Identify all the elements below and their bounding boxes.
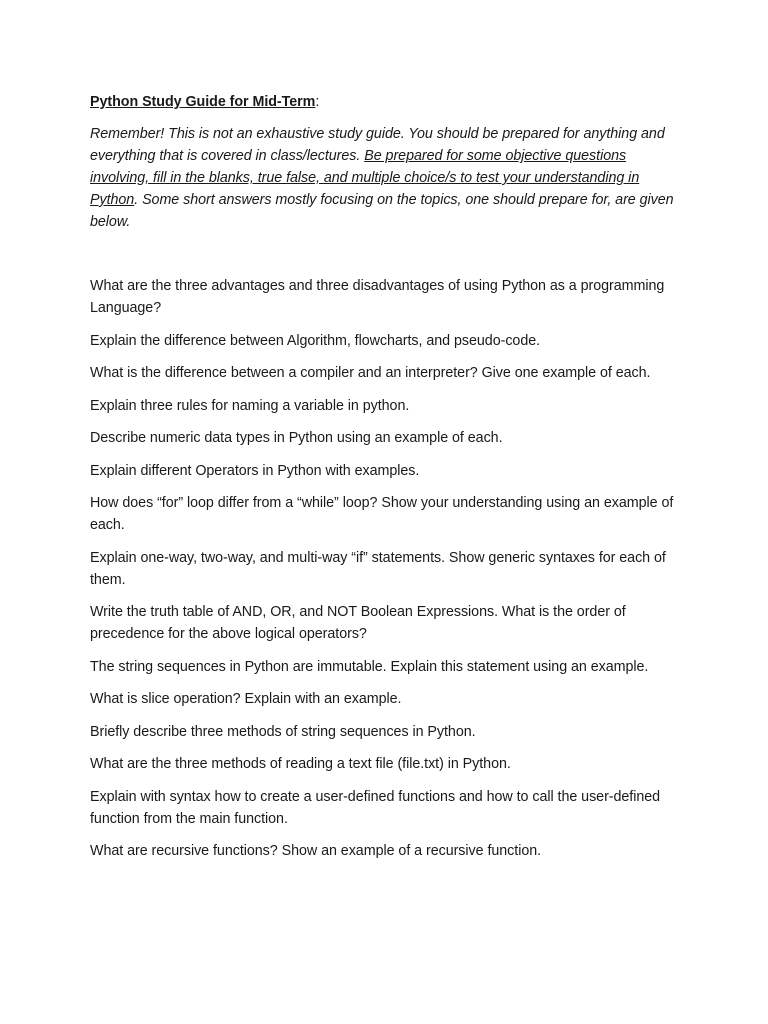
question-item: Write the truth table of AND, OR, and NOT Boolean Expressions. What is the order of precedence for the above logical operators? <box>90 604 626 642</box>
question-item: What is the difference between a compiler and an interpreter? Give one example of each. <box>90 365 651 381</box>
question-item: What is slice operation? Explain with an example. <box>90 691 402 707</box>
question-list <box>90 275 680 873</box>
question-item: Explain three rules for naming a variable in python. <box>90 397 410 414</box>
question-item: What are the three methods of reading a text file (file.txt) in Python. <box>90 756 511 772</box>
question-item: How does “for” loop differ from a “while” loop? Show your understanding using an example of each. <box>90 495 674 533</box>
question-item: The string sequences in Python are immutable. Explain this statement using an example. <box>90 658 649 675</box>
document-page <box>90 91 680 859</box>
title-colon: : <box>315 94 320 110</box>
question-item: Describe numeric data types in Python using an example of each. <box>90 430 503 446</box>
intro-text-underlined: Be prepared for some objective questions involving, fill in the blanks, true false, and multiple choice/s to test your understanding in Python <box>90 148 640 208</box>
question-item: Explain one-way, two-way, and multi-way “if” statements. Show generic syntaxes for each of them. <box>90 549 666 588</box>
intro-text-3: . Some short answers mostly focusing on the topics, one should prepare for, are given below. <box>90 192 674 230</box>
question-item: What are recursive functions? Show an example of a recursive function. <box>90 843 542 859</box>
question-item: What are the three advantages and three disadvantages of using Python as a programming Language? <box>90 278 665 316</box>
question-item: Explain the difference between Algorithm, flowcharts, and pseudo-code. <box>90 332 541 349</box>
intro-text-1: Remember! This is not an exhaustive study guide. You should be prepared for anything and everything that is covered in class/lectures. <box>90 126 665 164</box>
title-line <box>90 91 680 113</box>
document-title: Python Study Guide for Mid-Term <box>90 94 316 110</box>
question-item: Explain different Operators in Python with examples. <box>90 462 420 479</box>
question-item: Explain with syntax how to create a user-defined functions and how to call the user-defined function from the main function. <box>90 788 661 827</box>
intro-paragraph <box>90 123 680 233</box>
question-item: Briefly describe three methods of string sequences in Python. <box>90 723 476 740</box>
